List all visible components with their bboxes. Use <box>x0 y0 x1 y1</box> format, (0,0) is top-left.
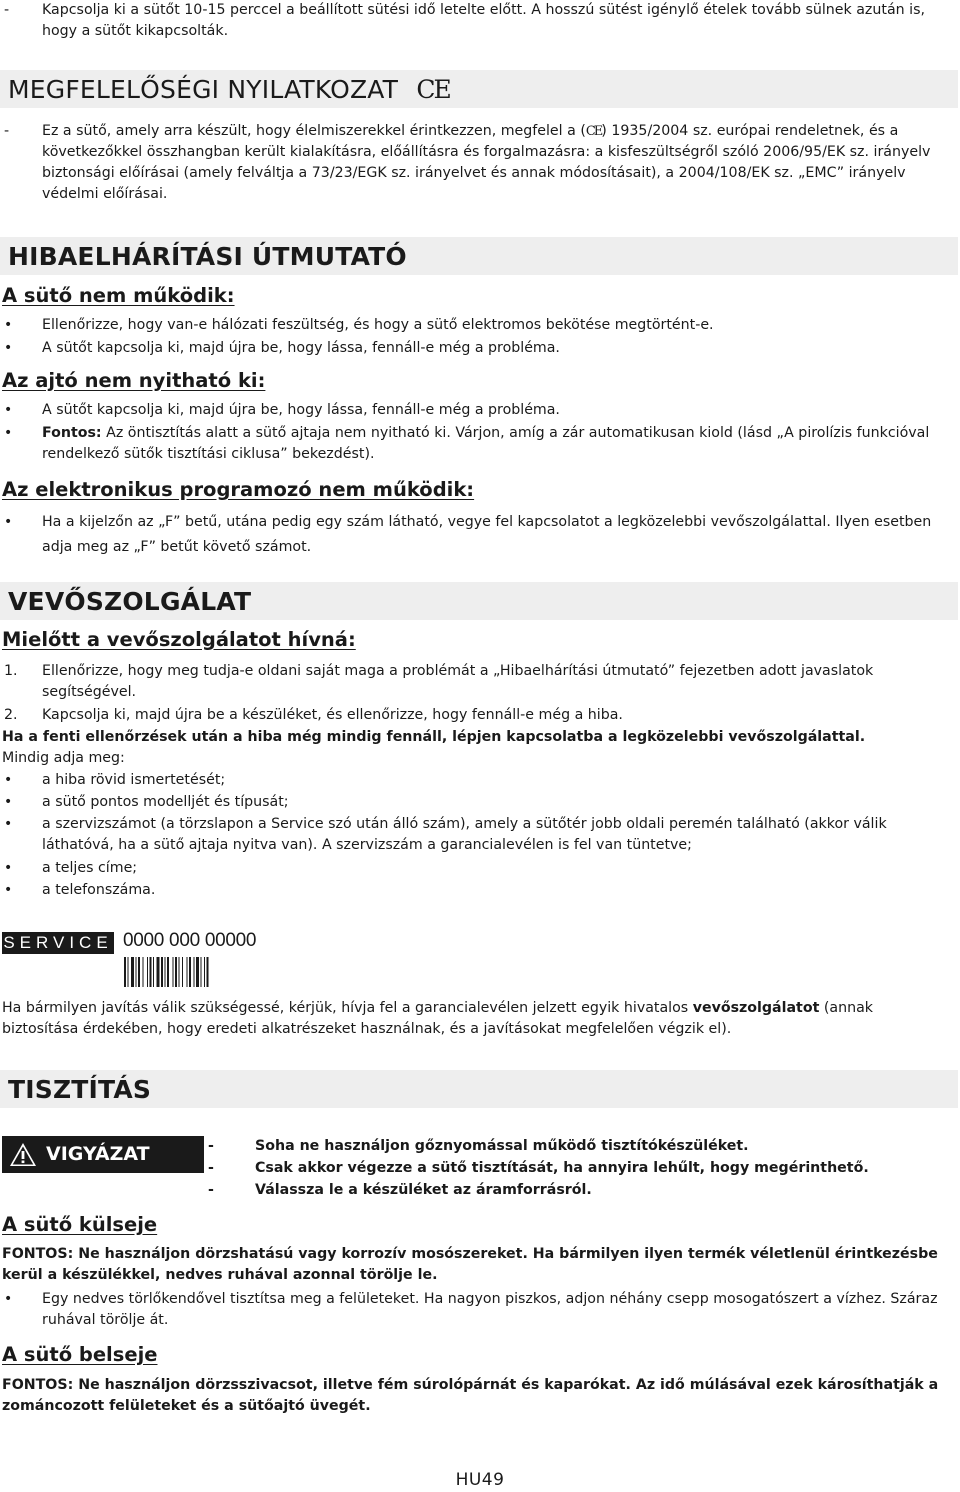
warning-triangle-icon <box>8 1141 38 1168</box>
bullet-marker: • <box>4 1291 13 1307</box>
declaration-text-part2: ) 1935/2004 sz. európai rendeletnek, és a következőkkel összhangban került kialakításra, előállításra és forgalmazásra: a kisfeszültségről szóló 2006/95/EK sz. irányelv biztonsági előírásai (amely felváltja a 73/23/EGK sz. irányelvet és annak módosításait), a 2004/108/EK sz. „EMC” irányelv védelmi előírásai. <box>42 123 931 202</box>
bullet-marker: • <box>4 772 13 788</box>
bullet-marker: • <box>4 882 13 898</box>
list-item <box>0 400 950 421</box>
step-text: Ellenőrizze, hogy meg tudja-e oldani saját maga a problémát a „Hibaelhárítási útmutató” fejezetben adott javaslatok segítségével. <box>42 663 874 700</box>
list-item-text: Ellenőrizze, hogy van-e hálózati feszültség, és hogy a sütő elektromos bekötése megtörtént-e. <box>42 317 714 333</box>
interior-heading: A sütő belseje <box>2 1343 158 1366</box>
list-item-text: A sütőt kapcsolja ki, majd újra be, hogy lássa, fennáll-e még a probléma. <box>42 340 560 356</box>
dash-marker: - <box>208 1182 214 1198</box>
troubleshooting-title: HIBAELHÁRÍTÁSI ÚTMUTATÓ <box>8 242 407 271</box>
declaration-text <box>0 121 950 205</box>
dash-marker: - <box>208 1138 214 1154</box>
bullet-marker: • <box>4 340 13 356</box>
repair-paragraph <box>2 998 950 1040</box>
list-item-text: a sütő pontos modelljét és típusát; <box>42 794 289 810</box>
interior-important-note: FONTOS: Ne használjon dörzsszivacsot, illetve fém súrolópárnát és kaparókat. Az idő múlásával ezek károsíthatják a zománcozott felületeket és a sütőajtó üvegét. <box>2 1377 939 1414</box>
bullet-marker: • <box>4 794 13 810</box>
list-item <box>0 315 950 336</box>
dash-marker: - <box>4 2 10 18</box>
declaration-title-text: MEGFELELŐSÉGI NYILATKOZAT <box>8 75 399 104</box>
list-item-text: a teljes címe; <box>42 860 138 876</box>
dash-marker: - <box>208 1160 214 1176</box>
always-provide-label: Mindig adja meg: <box>2 750 125 766</box>
service-title: VEVŐSZOLGÁLAT <box>8 587 252 616</box>
list-item-text: a szervizszámot (a törzslapon a Service szó után álló szám), amely a sütőtér jobb oldali peremén található (akkor válik láthatóvá, ha a sütő ajtaja nyitva van). A szervizszám a garancialevélen is fel van tüntetve; <box>42 816 887 853</box>
list-item <box>0 858 950 879</box>
step-item <box>0 705 950 726</box>
top-note-text: Kapcsolja ki a sütőt 10-15 perccel a beállított sütési idő letelte előtt. A hosszú sütést igénylő ételek tovább sülnek azután is, hogy a sütőt kikapcsolták. <box>42 2 925 39</box>
list-item <box>0 770 950 791</box>
important-text: Az öntisztítás alatt a sütő ajtaja nem nyitható ki. Várjon, amíg a zár automatikusan kiold (lásd „A pirolízis funkcióval rendelkező sütők tisztítási ciklusa” bekezdést). <box>42 425 930 462</box>
ce-mark-inline-icon: CE <box>585 124 602 139</box>
important-label: Fontos: <box>42 425 102 441</box>
repair-text-part2: (annak biztosítása érdekében, hogy eredeti alkatrészeket használnak, és a javításokat megfelelően végzik el). <box>2 1000 873 1037</box>
warning-label: VIGYÁZAT <box>46 1143 150 1165</box>
programmer-not-working-heading: Az elektronikus programozó nem működik: <box>2 478 475 501</box>
declaration-text-part1: Ez a sütő, amely arra készült, hogy élelmiszerekkel érintkezzen, megfelel a ( <box>42 123 586 139</box>
bullet-marker: • <box>4 402 13 418</box>
warning-item-text: Csak akkor végezze a sütő tisztítását, ha annyira lehűlt, hogy megérinthető. <box>255 1160 869 1176</box>
step-item <box>0 661 950 703</box>
bullet-marker: • <box>4 317 13 333</box>
warning-box <box>2 1136 204 1173</box>
cleaning-section-bar <box>0 1070 958 1108</box>
warning-item-text: Soha ne használjon gőznyomással működő tisztítókészüléket. <box>255 1138 749 1154</box>
list-item-text: A sütőt kapcsolja ki, majd újra be, hogy lássa, fennáll-e még a probléma. <box>42 402 560 418</box>
declaration-section-bar <box>0 70 958 108</box>
list-item <box>0 792 950 813</box>
list-item-text: Ha a kijelzőn az „F” betű, utána pedig egy szám látható, vegye fel kapcsolatot a legközelebbi vevőszolgálattal. Ilyen esetben adja meg az „F” betűt követő számot. <box>42 514 932 555</box>
page-number: HU49 <box>455 1470 505 1490</box>
list-item <box>0 338 950 359</box>
dash-marker: - <box>4 123 10 139</box>
list-item-text: a hiba rövid ismertetését; <box>42 772 226 788</box>
before-calling-heading: Mielőtt a vevőszolgálatot hívná: <box>2 628 356 651</box>
list-item-text: a telefonszáma. <box>42 882 156 898</box>
barcode-icon <box>124 957 264 987</box>
troubleshooting-section-bar <box>0 237 958 275</box>
ce-mark-icon: CE <box>416 75 450 104</box>
list-item <box>0 510 950 560</box>
step-number: 1. <box>4 663 18 679</box>
cleaning-title: TISZTÍTÁS <box>8 1075 152 1104</box>
service-number: 0000 000 00000 <box>123 930 257 951</box>
list-item <box>0 814 950 856</box>
service-section-bar <box>0 582 958 620</box>
bullet-marker: • <box>4 514 13 530</box>
declaration-paragraph <box>42 121 950 205</box>
step-text: Kapcsolja ki, majd újra be a készüléket, és ellenőrizze, hogy fennáll-e még a hiba. <box>42 707 623 723</box>
exterior-heading: A sütő külseje <box>2 1213 158 1236</box>
repair-text-bold: vevőszolgálatot <box>692 1000 820 1016</box>
persisting-fault-note: Ha a fenti ellenőrzések után a hiba még mindig fennáll, lépjen kapcsolatba a legközelebbi vevőszolgálattal. <box>2 729 866 745</box>
warning-item-text: Válassza le a készüléket az áramforrásról. <box>255 1182 592 1198</box>
bullet-marker: • <box>4 425 13 441</box>
door-not-opening-heading: Az ajtó nem nyitható ki: <box>2 369 266 392</box>
list-item <box>0 880 950 901</box>
top-note <box>0 0 950 42</box>
declaration-title <box>8 73 450 107</box>
oven-not-working-heading: A sütő nem működik: <box>2 284 235 307</box>
repair-text-part1: Ha bármilyen javítás válik szükségessé, kérjük, hívja fel a garancialevélen jelzett egyik hivatalos <box>2 1000 693 1016</box>
bullet-marker: • <box>4 860 13 876</box>
step-number: 2. <box>4 707 18 723</box>
list-item <box>0 423 950 465</box>
exterior-important-note: FONTOS: Ne használjon dörzshatású vagy korrozív mosószereket. Ha bármilyen ilyen termék véletlenül érintkezésbe kerül a készülékkel, nedves ruhával azonnal törölje le. <box>2 1246 938 1283</box>
list-item <box>0 1289 950 1331</box>
bullet-marker: • <box>4 816 13 832</box>
list-item-text <box>42 423 950 465</box>
service-label: SERVICE <box>3 933 113 952</box>
list-item-text: Egy nedves törlőkendővel tisztítsa meg a felületeket. Ha nagyon piszkos, adjon néhány csepp mosogatószert a vízhez. Száraz ruhával törölje át. <box>42 1291 938 1328</box>
